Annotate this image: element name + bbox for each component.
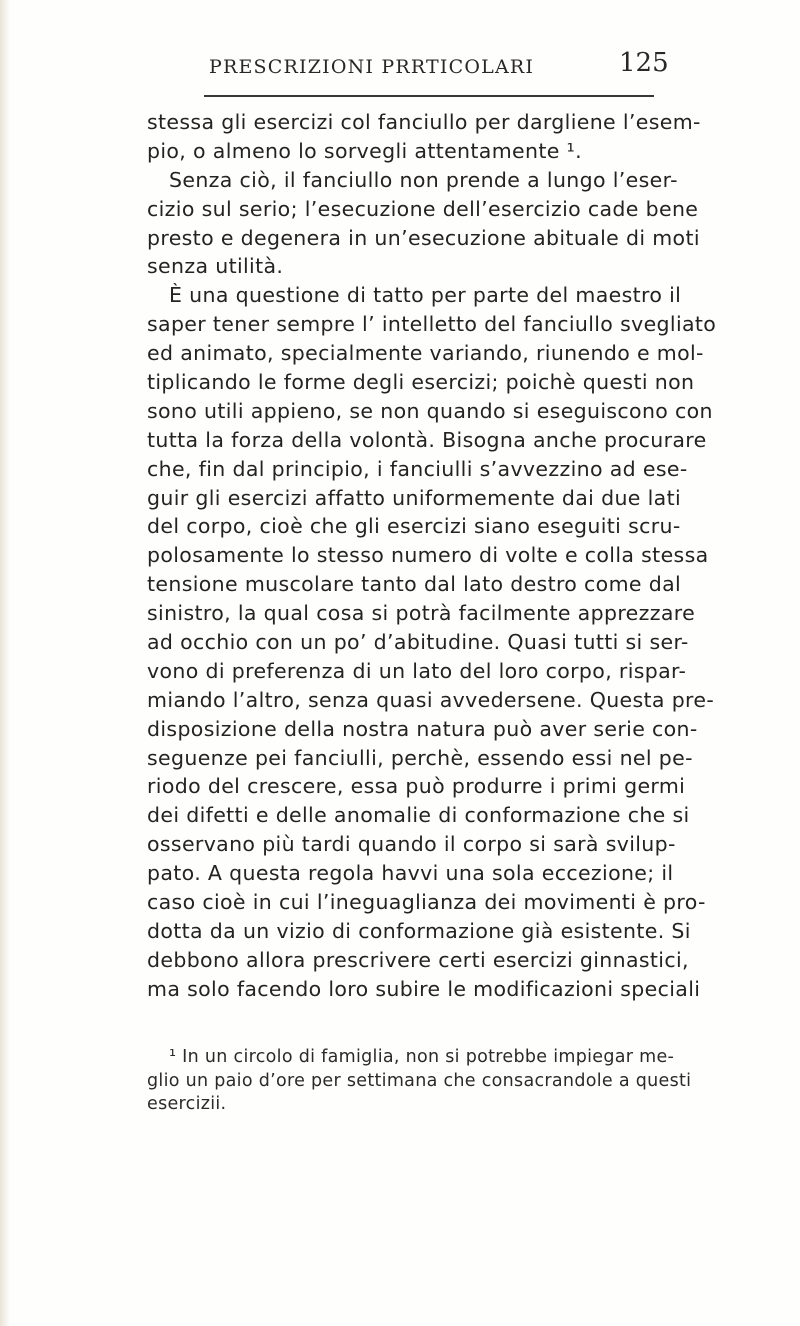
text-line: ad occhio con un po’ d’abitudine. Quasi tutti si ser- xyxy=(147,630,689,655)
text-line: È una questione di tatto per parte del maestro il xyxy=(169,283,682,308)
text-line: cizio sul serio; l’esecuzione dell’esercizio cade bene xyxy=(147,196,699,221)
text-line: Senza ciò, il fanciullo non prende a lungo l’eser- xyxy=(169,167,678,192)
text-line: pato. A questa regola havvi una sola eccezione; il xyxy=(147,861,674,886)
text-line: sono utili appieno, se non quando si eseguiscono con xyxy=(147,398,713,423)
text-line: riodo del crescere, essa può produrre i primi germi xyxy=(147,774,686,799)
text-line: miando l’altro, senza quasi avvedersene. Questa pre- xyxy=(147,687,715,712)
text-line: pio, o almeno lo sorvegli attentamente ¹. xyxy=(147,138,582,163)
text-line: del corpo, cioè che gli esercizi siano eseguiti scru- xyxy=(147,514,681,539)
text-line: tiplicando le forme degli esercizi; poichè questi non xyxy=(147,370,695,395)
footnote-line: ¹ In un circolo di famiglia, non si potrebbe impiegar me- xyxy=(169,1047,675,1067)
text-line: dei difetti e delle anomalie di conformazione che si xyxy=(147,803,690,828)
text-line: tensione muscolare tanto dal lato destro come dal xyxy=(147,572,682,597)
footnote-line: esercizii. xyxy=(147,1094,227,1114)
text-line: senza utilità. xyxy=(147,254,284,279)
text-line: sinistro, la qual cosa si potrà facilmente apprezzare xyxy=(147,601,696,626)
text-line: polosamente lo stesso numero di volte e colla stessa xyxy=(147,543,709,568)
text-line: osservano più tardi quando il corpo si sarà svilup- xyxy=(147,832,676,857)
text-line: disposizione della nostra natura può aver serie con- xyxy=(147,716,698,741)
text-line: dotta da un vizio di conformazione già esistente. Si xyxy=(147,918,691,943)
body-text xyxy=(147,108,717,1004)
text-line: saper tener sempre l’ intelletto del fanciullo svegliato xyxy=(147,312,717,337)
footnote-block xyxy=(147,1046,692,1117)
text-line: guir gli esercizi affatto uniformemente dai due lati xyxy=(147,485,682,510)
header-rule xyxy=(204,95,654,97)
page-number: 125 xyxy=(619,48,669,78)
footnote-line: glio un paio d’ore per settimana che consacrandole a questi xyxy=(147,1070,692,1091)
text-line: vono di preferenza di un lato del loro corpo, rispar- xyxy=(147,658,687,683)
running-title: PRESCRIZIONI PRRTICOLARI xyxy=(209,56,535,78)
text-line: che, fin dal principio, i fanciulli s’avvezzino ad ese- xyxy=(147,456,688,481)
text-line: caso cioè in cui l’ineguaglianza dei movimenti è pro- xyxy=(147,890,706,915)
text-line: stessa gli esercizi col fanciullo per dargliene l’esem- xyxy=(147,110,701,134)
page-edge-shadow xyxy=(0,0,10,1326)
text-line: seguenze pei fanciulli, perchè, essendo essi nel pe- xyxy=(147,745,693,770)
text-line: ma solo facendo loro subire le modificazioni speciali xyxy=(147,976,701,1001)
text-line: ed animato, specialmente variando, riunendo e mol- xyxy=(147,341,704,366)
text-line: debbono allora prescrivere certi esercizi ginnastici, xyxy=(147,947,689,972)
text-line: presto e degenera in un’esecuzione abituale di moti xyxy=(147,225,700,250)
text-line: tutta la forza della volontà. Bisogna anche procurare xyxy=(147,427,707,452)
